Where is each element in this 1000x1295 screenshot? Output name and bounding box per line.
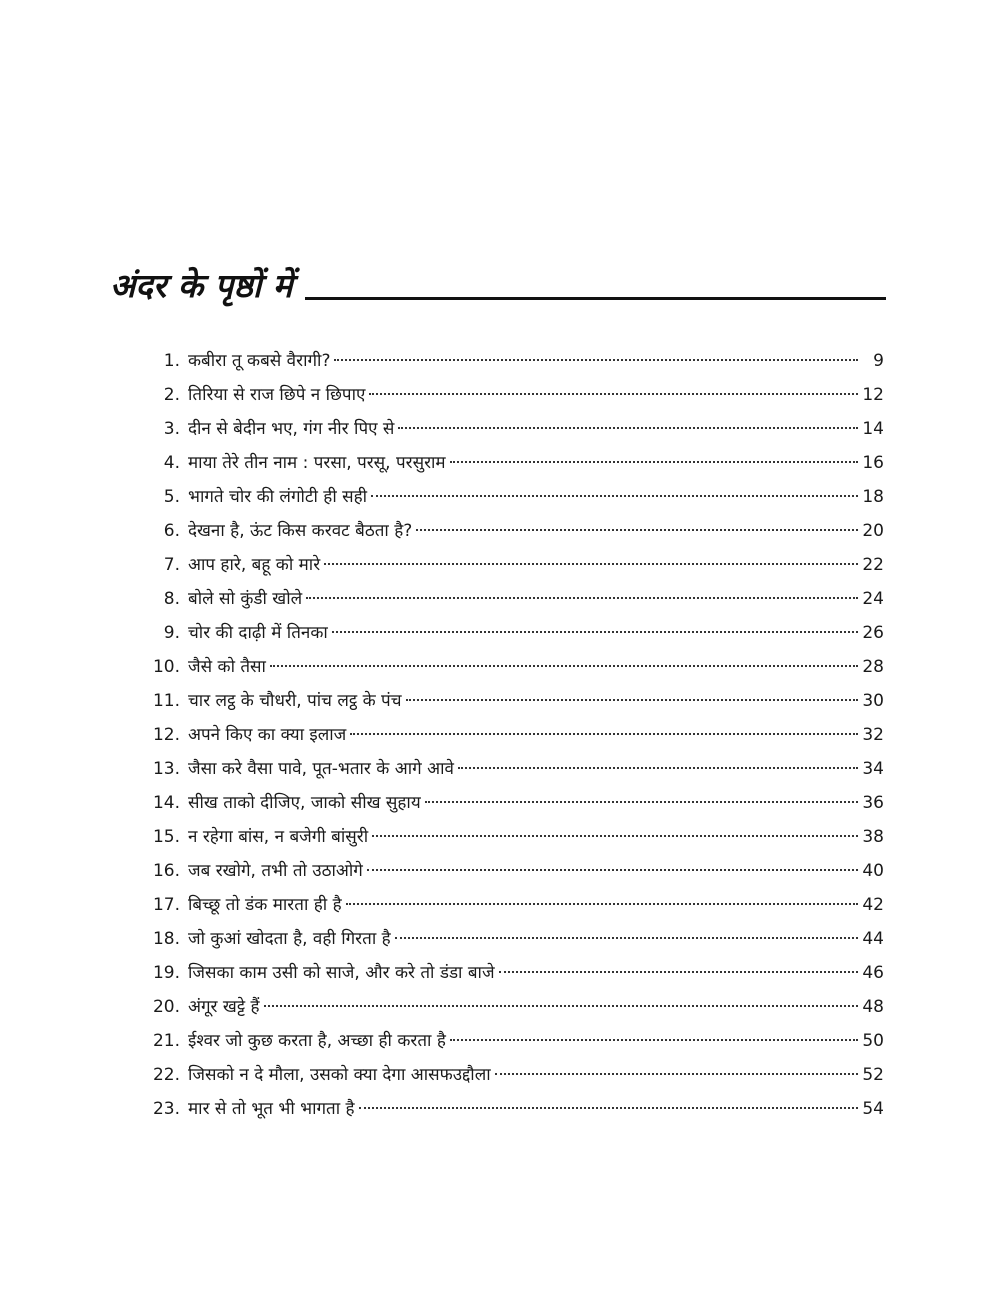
toc-entry[interactable] — [146, 820, 884, 854]
toc-entry-number: 8. — [163, 589, 180, 609]
toc-entry-page-number: 28 — [862, 657, 884, 677]
toc-entry-page-number: 26 — [862, 623, 884, 643]
dot-leader — [499, 971, 858, 973]
toc-entry-page-number: 14 — [862, 419, 884, 439]
toc-entry-title: तिरिया से राज छिपे न छिपाए — [188, 385, 366, 405]
toc-entry-title: जब रखोगे, तभी तो उठाओगे — [188, 861, 363, 881]
table-of-contents — [146, 344, 884, 1126]
toc-entry[interactable] — [146, 548, 884, 582]
toc-entry-page-number: 50 — [862, 1031, 884, 1051]
toc-entry-title: जिसका काम उसी को साजे, और करे तो डंडा बाजे — [188, 963, 495, 983]
dot-leader — [359, 1107, 858, 1109]
toc-entry-page-number: 38 — [862, 827, 884, 847]
toc-entry-title: चोर की दाढ़ी में तिनका — [188, 623, 328, 643]
toc-entry-title: बोले सो कुंडी खोले — [188, 589, 303, 609]
toc-entry-number: 16. — [152, 861, 180, 881]
page-title: अंदर के पृष्ठों में — [110, 266, 293, 305]
toc-entry-title: सीख ताको दीजिए, जाको सीख सुहाय — [188, 793, 421, 813]
toc-entry-number: 4. — [163, 453, 180, 473]
toc-entry-number: 12. — [152, 725, 180, 745]
dot-leader — [425, 801, 858, 803]
toc-entry-page-number: 9 — [873, 351, 884, 371]
toc-entry-title: भागते चोर की लंगोटी ही सही — [188, 487, 368, 507]
dot-leader — [450, 1039, 858, 1041]
dot-leader — [395, 937, 858, 939]
toc-entry[interactable] — [146, 1092, 884, 1126]
contents-heading — [110, 262, 886, 306]
toc-entry-page-number: 44 — [862, 929, 884, 949]
toc-entry-number: 7. — [163, 555, 180, 575]
dot-leader — [369, 393, 858, 395]
toc-entry[interactable] — [146, 480, 884, 514]
dot-leader — [416, 529, 858, 531]
toc-entry[interactable] — [146, 786, 884, 820]
dot-leader — [372, 835, 858, 837]
toc-entry[interactable] — [146, 1058, 884, 1092]
toc-entry-page-number: 42 — [862, 895, 884, 915]
dot-leader — [324, 563, 858, 565]
toc-entry[interactable] — [146, 344, 884, 378]
toc-entry-number: 6. — [163, 521, 180, 541]
toc-entry-title: जिसको न दे मौला, उसको क्या देगा आसफउद्दौला — [188, 1065, 491, 1085]
toc-entry[interactable] — [146, 752, 884, 786]
toc-entry-title: देखना है, ऊंट किस करवट बैठता है? — [188, 521, 413, 541]
toc-entry-number: 13. — [152, 759, 180, 779]
dot-leader — [306, 597, 858, 599]
toc-entry-page-number: 30 — [862, 691, 884, 711]
toc-entry[interactable] — [146, 1024, 884, 1058]
toc-entry-number: 22. — [152, 1065, 180, 1085]
toc-entry[interactable] — [146, 582, 884, 616]
dot-leader — [270, 665, 858, 667]
dot-leader — [371, 495, 858, 497]
dot-leader — [450, 461, 858, 463]
dot-leader — [406, 699, 859, 701]
toc-entry-page-number: 36 — [862, 793, 884, 813]
toc-entry[interactable] — [146, 854, 884, 888]
toc-entry-number: 10. — [152, 657, 180, 677]
toc-entry-title: बिच्छू तो डंक मारता ही है — [188, 895, 342, 915]
toc-entry-page-number: 22 — [862, 555, 884, 575]
toc-entry-page-number: 52 — [862, 1065, 884, 1085]
toc-entry[interactable] — [146, 446, 884, 480]
toc-entry-page-number: 18 — [862, 487, 884, 507]
toc-entry-number: 19. — [152, 963, 180, 983]
toc-entry-number: 15. — [152, 827, 180, 847]
toc-entry[interactable] — [146, 718, 884, 752]
dot-leader — [398, 427, 858, 429]
dot-leader — [367, 869, 858, 871]
toc-entry-title: मार से तो भूत भी भागता है — [188, 1099, 355, 1119]
toc-entry-title: अपने किए का क्या इलाज — [188, 725, 347, 745]
toc-entry-page-number: 54 — [862, 1099, 884, 1119]
dot-leader — [458, 767, 858, 769]
toc-entry-title: कबीरा तू कबसे वैरागी? — [188, 351, 331, 371]
toc-entry-number: 11. — [152, 691, 180, 711]
toc-entry[interactable] — [146, 378, 884, 412]
toc-entry-page-number: 24 — [862, 589, 884, 609]
toc-entry-page-number: 34 — [862, 759, 884, 779]
toc-entry-number: 23. — [152, 1099, 180, 1119]
toc-entry-number: 3. — [163, 419, 180, 439]
toc-entry-number: 17. — [152, 895, 180, 915]
toc-entry-title: जैसा करे वैसा पावे, पूत-भतार के आगे आवे — [188, 759, 454, 779]
toc-entry-number: 5. — [163, 487, 180, 507]
toc-entry-page-number: 48 — [862, 997, 884, 1017]
toc-entry[interactable] — [146, 650, 884, 684]
toc-entry-number: 18. — [152, 929, 180, 949]
dot-leader — [332, 631, 858, 633]
toc-entry[interactable] — [146, 616, 884, 650]
toc-entry[interactable] — [146, 956, 884, 990]
toc-entry-title: न रहेगा बांस, न बजेगी बांसुरी — [188, 827, 369, 847]
toc-entry[interactable] — [146, 412, 884, 446]
toc-entry-number: 1. — [163, 351, 180, 371]
toc-entry[interactable] — [146, 514, 884, 548]
toc-entry-title: जो कुआं खोदता है, वही गिरता है — [188, 929, 391, 949]
toc-entry-title: चार लट्ठ के चौधरी, पांच लट्ठ के पंच — [188, 691, 402, 711]
toc-entry-title: आप हारे, बहू को मारे — [188, 555, 321, 575]
dot-leader — [334, 359, 858, 361]
toc-entry-number: 2. — [163, 385, 180, 405]
heading-rule — [305, 297, 886, 300]
dot-leader — [350, 733, 858, 735]
toc-entry-page-number: 40 — [862, 861, 884, 881]
toc-entry-number: 9. — [163, 623, 180, 643]
toc-entry-number: 21. — [152, 1031, 180, 1051]
toc-entry-title: माया तेरे तीन नाम : परसा, परसू, परसुराम — [188, 453, 446, 473]
toc-entry-page-number: 16 — [862, 453, 884, 473]
dot-leader — [346, 903, 858, 905]
toc-entry-page-number: 46 — [862, 963, 884, 983]
toc-entry-page-number: 12 — [862, 385, 884, 405]
toc-entry-title: दीन से बेदीन भए, गंग नीर पिए से — [188, 419, 395, 439]
dot-leader — [264, 1005, 858, 1007]
toc-entry-title: अंगूर खट्टे हैं — [188, 997, 260, 1017]
toc-entry-number: 14. — [152, 793, 180, 813]
toc-entry[interactable] — [146, 684, 884, 718]
toc-entry-number: 20. — [152, 997, 180, 1017]
toc-entry-page-number: 32 — [862, 725, 884, 745]
toc-entry[interactable] — [146, 922, 884, 956]
dot-leader — [495, 1073, 858, 1075]
toc-entry-page-number: 20 — [862, 521, 884, 541]
toc-entry[interactable] — [146, 888, 884, 922]
toc-entry-title: जैसे को तैसा — [188, 657, 266, 677]
toc-entry[interactable] — [146, 990, 884, 1024]
toc-entry-title: ईश्वर जो कुछ करता है, अच्छा ही करता है — [188, 1031, 446, 1051]
